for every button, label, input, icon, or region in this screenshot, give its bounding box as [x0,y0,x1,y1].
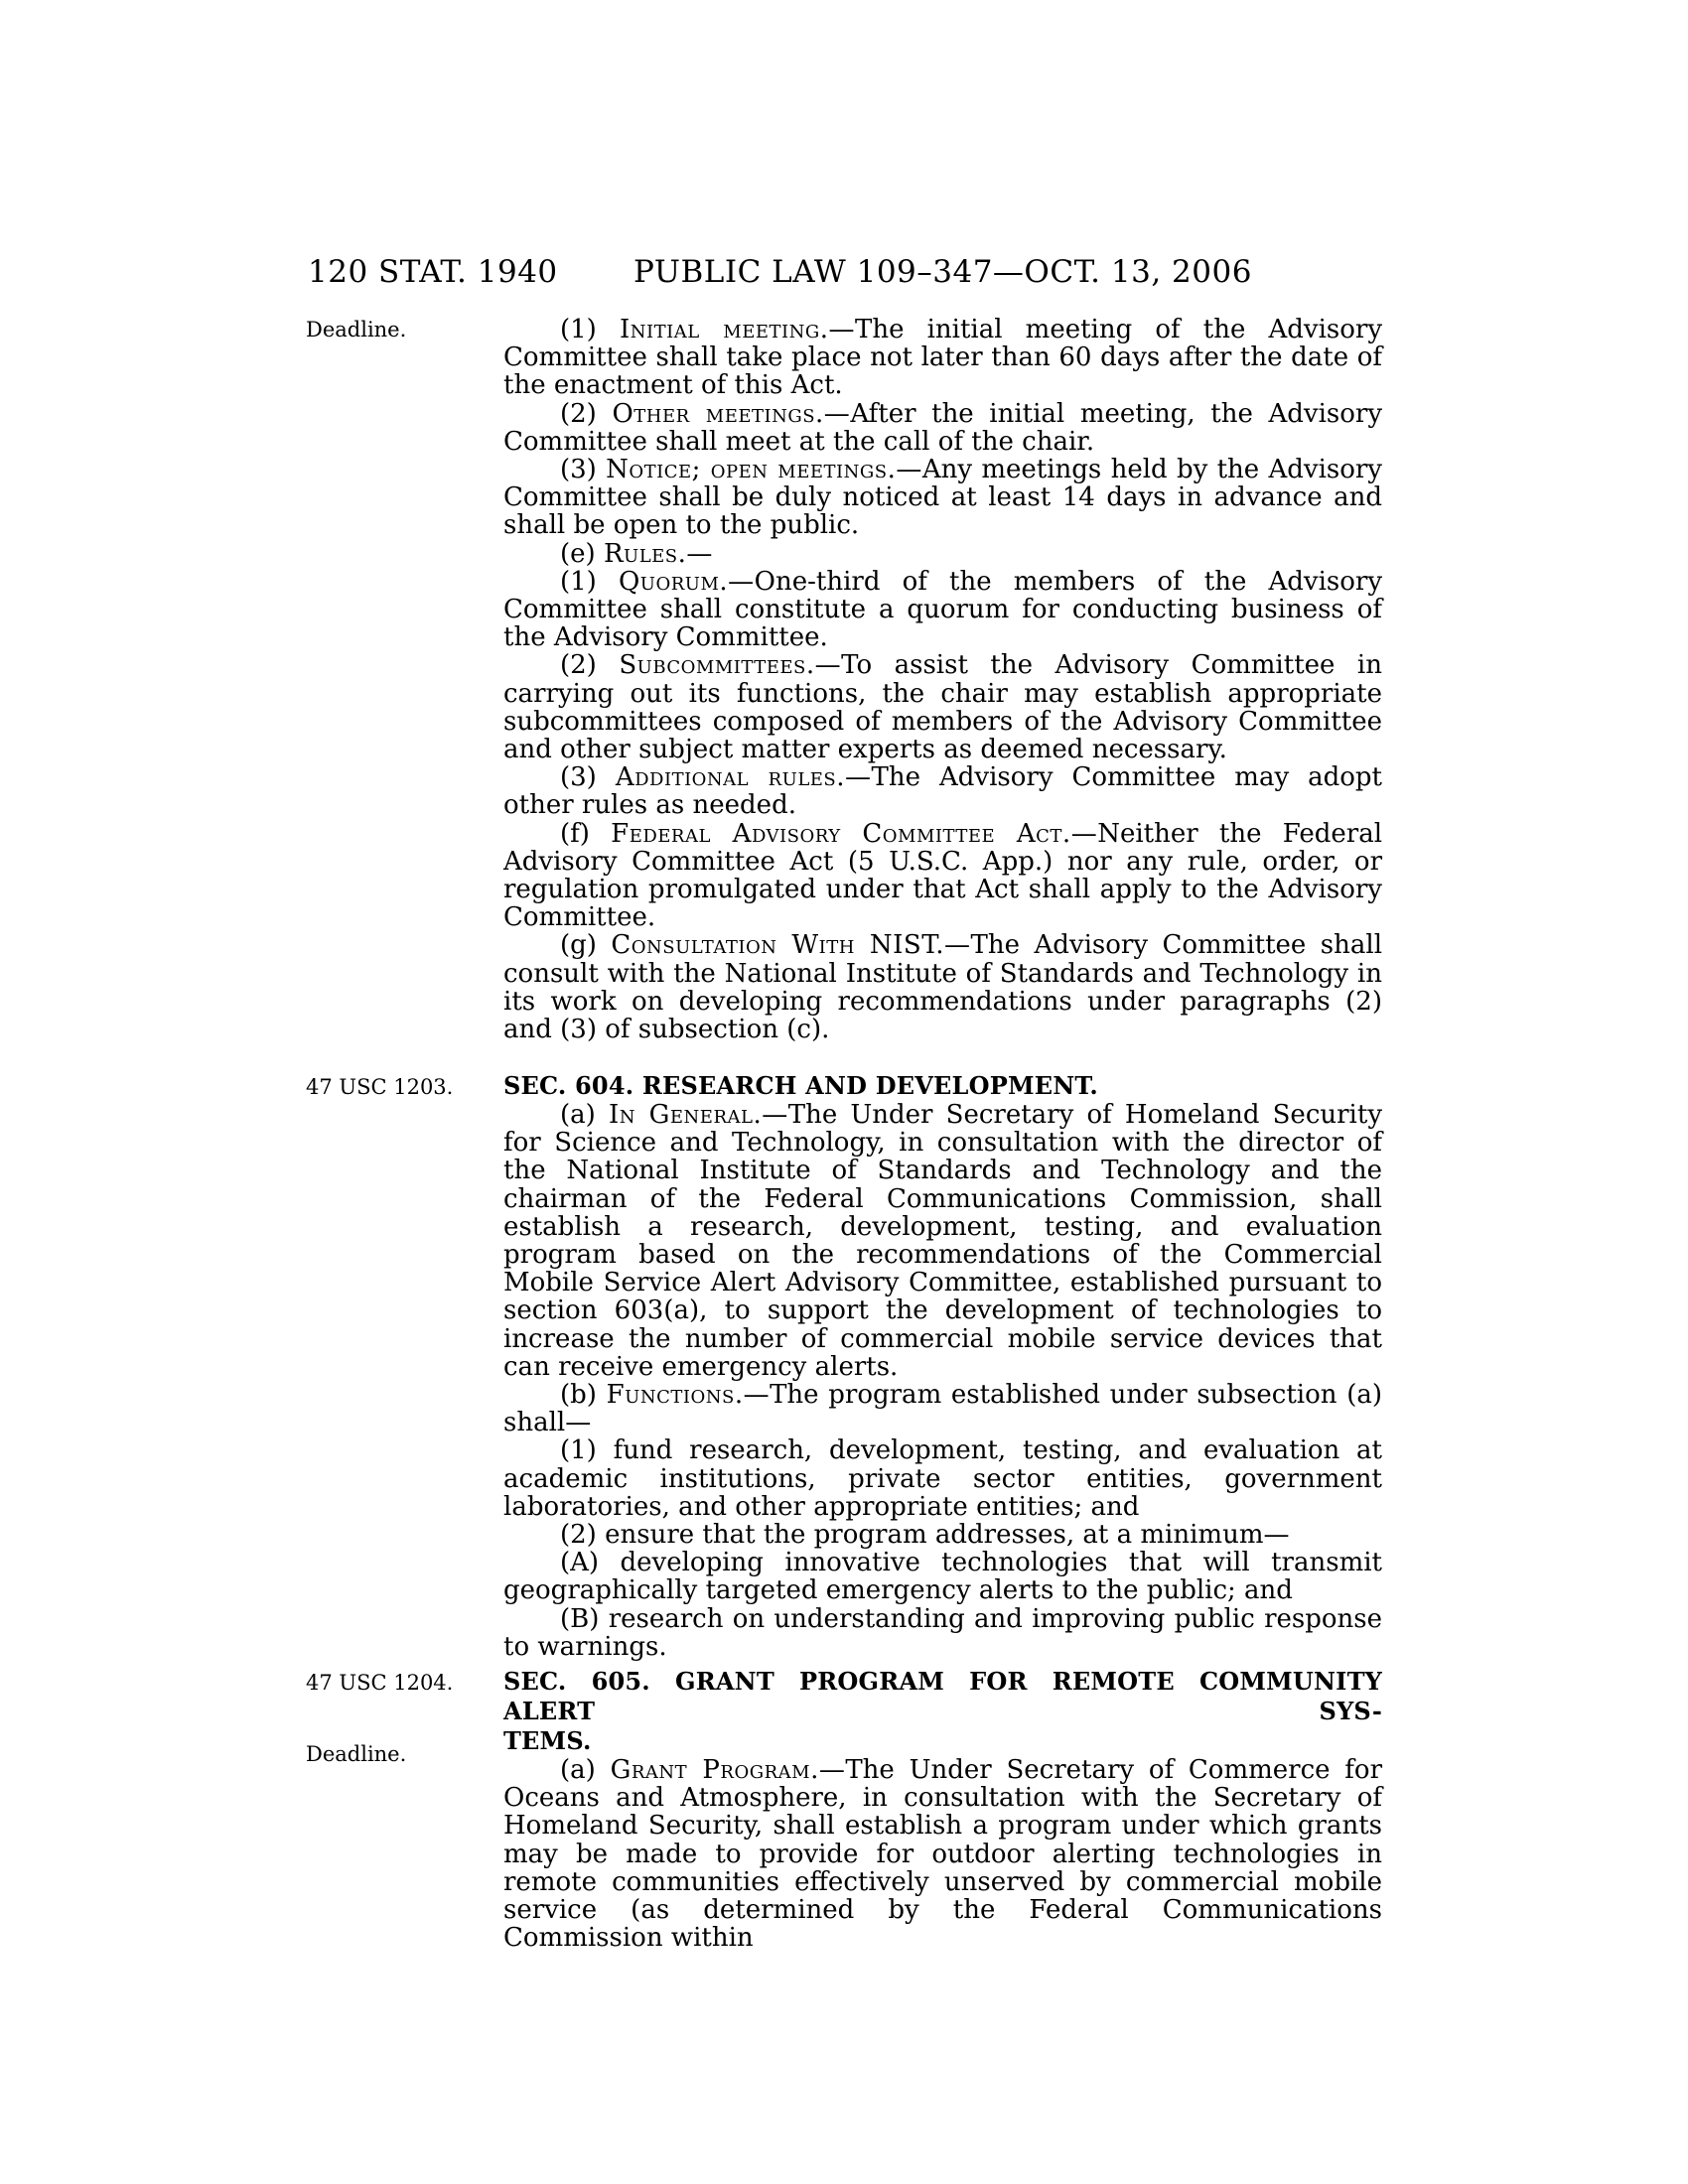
stat-page-number: 120 STAT. 1940 [308,254,558,290]
para-text: The initial meeting of the Advisory Committee shall take place not later than 60 days after the date of the enactment of this Act. [503,315,1383,401]
para-heading: Additional rules.— [615,762,872,793]
statute-paragraph [503,456,1382,540]
para-number: (A) [560,1548,600,1578]
para-text: research on understanding and improving public response to warnings. [503,1603,1383,1662]
para-number: (2) [560,398,597,429]
statute-paragraph [503,1521,1382,1549]
para-text: The Under Secretary of Commerce for Oceans and Atmosphere, in consultation with the Secretary of Homeland Security, shall establish a program under which grants may be made to provide for outdoor alerting technologies in remote communities effectively unserved by commercial mobile service (as determined by the Federal Communications Commission within [503,1755,1382,1954]
statute-paragraph [503,1436,1382,1521]
para-number: (2) [560,650,597,681]
para-heading: Subcommittees.— [619,650,842,681]
para-text: The Advisory Committee shall consult with the National Institute of Standards and Technology in its work on developing recommendations under paragraphs (2) and (3) of subsection (c). [503,930,1383,1045]
para-heading: Functions.— [606,1380,771,1411]
para-text: The Advisory Committee may adopt other rules as needed. [503,762,1382,821]
statute-paragraph [503,1549,1382,1604]
para-heading: Consultation With NIST.— [611,930,971,961]
para-text: To assist the Advisory Committee in carrying out its functions, the chair may establish appropriate subcommittees composed of members of the Advisory Committee and other subject matter experts as deemed necessary. [503,650,1382,765]
para-heading: Other meetings.— [612,398,851,429]
body-group-sec605 [503,1667,1382,1952]
statute-paragraph [503,931,1382,1043]
para-number: (1) [560,566,597,597]
statute-paragraph [503,763,1382,819]
para-heading: Grant Program.— [610,1755,846,1785]
para-number: (a) [560,1100,596,1130]
para-number: (1) [560,315,597,344]
para-number: (1) [560,1435,597,1466]
para-number: (3) [560,455,597,485]
margin-note-usc-1204: 47 USC 1204. [306,1671,454,1695]
margin-note-deadline-1: Deadline. [306,318,407,341]
statute-paragraph [503,651,1382,763]
body-group-1 [503,316,1382,1043]
para-text: One-third of the members of the Advisory Committee shall constitute a quorum for conducting business of the Advisory Committee. [503,566,1383,653]
statute-paragraph [503,1381,1382,1436]
margin-note-deadline-2: Deadline. [306,1742,407,1766]
para-number: (g) [560,930,597,961]
para-text: Neither the Federal Advisory Committee Act (5 U.S.C. App.) nor any rule, order, or regulation promulgated under that Act shall apply to the Advisory Committee. [503,818,1383,933]
para-heading: Rules.— [603,538,713,569]
para-text: The Under Secretary of Homeland Security for Science and Technology, in consultation with the director of the National Institute of Standards and Technology and the chairman of the Federal Communications Commission, shall establish a research, development, testing, and evaluation program based on the recommendations of the Commercial Mobile Service Alert Advisory Committee, established pursuant to section 603(a), to support the development of technologies to increase the number of commercial mobile service devices that can receive emergency alerts. [503,1100,1383,1382]
section-heading-605-line1: SEC. 605. GRANT PROGRAM FOR REMOTE COMMUNITY ALERT SYS- [503,1667,1382,1725]
public-law-header: PUBLIC LAW 109–347—OCT. 13, 2006 [633,254,1252,290]
para-heading: In General.— [608,1100,788,1130]
para-text: developing innovative technologies that will transmit geographically targeted emergency alerts to the public; and [503,1548,1382,1606]
statute-paragraph [503,820,1382,932]
para-number: (e) [560,538,596,569]
para-text: fund research, development, testing, and evaluation at academic institutions, private sector entities, government laboratories, and other appropriate entities; and [503,1435,1383,1522]
para-number: (b) [560,1380,597,1411]
para-text: Any meetings held by the Advisory Committee shall be duly noticed at least 14 days in advance and shall be open to the public. [503,455,1382,541]
para-heading: Notice; open meetings.— [606,455,922,485]
para-number: (2) [560,1520,597,1551]
margin-note-usc-1203: 47 USC 1203. [306,1075,454,1099]
para-number: (B) [560,1603,600,1634]
statute-paragraph [503,568,1382,652]
para-heading: Initial meeting.— [619,315,856,344]
statute-paragraph [503,1605,1382,1661]
section-heading-605-line2: TEMS. [503,1726,592,1755]
para-heading: Quorum.— [618,566,755,597]
statute-paragraph [503,540,1382,568]
statute-paragraph [503,1756,1382,1952]
para-number: (3) [560,762,597,793]
statute-paragraph [503,316,1382,400]
para-text: The program established under subsection (a) shall— [503,1380,1382,1438]
para-text: After the initial meeting, the Advisory Committee shall meet at the call of the chair. [503,398,1383,457]
body-group-sec604 [503,1071,1382,1661]
statute-paragraph [503,400,1382,456]
para-number: (a) [560,1755,596,1785]
para-heading: Federal Advisory Committee Act.— [611,818,1098,849]
section-heading-604: SEC. 604. RESEARCH AND DEVELOPMENT. [503,1071,1098,1100]
para-number: (f) [560,818,590,849]
statute-paragraph [503,1101,1382,1381]
para-text: ensure that the program addresses, at a minimum— [605,1520,1290,1551]
